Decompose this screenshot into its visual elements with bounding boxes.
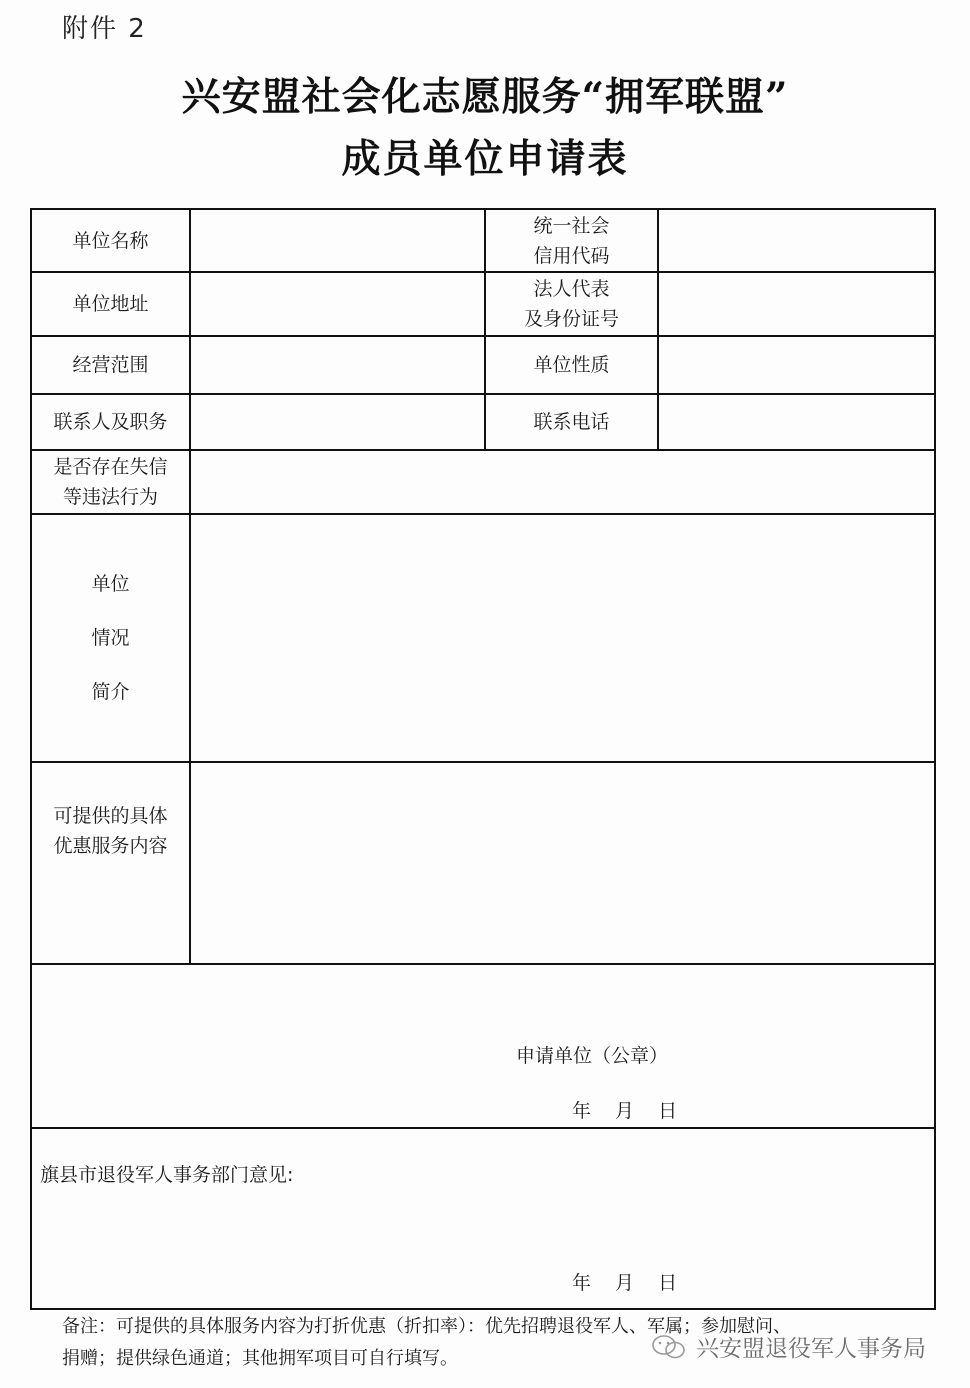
footnote-line-1: 备注：可提供的具体服务内容为打折优惠（折扣率）：优先招聘退役军人、军属；参加慰问、 bbox=[62, 1316, 791, 1337]
department-opinion-label: 旗县市退役军人事务部门意见: bbox=[40, 1164, 294, 1186]
legal-rep-id-field[interactable] bbox=[659, 273, 934, 335]
label-services bbox=[32, 800, 189, 862]
watermark bbox=[650, 1330, 926, 1363]
footnote-line-2: 捐赠；提供绿色通道；其他拥军项目可自行填写。 bbox=[62, 1348, 458, 1369]
label-business-scope: 经营范围 bbox=[72, 354, 149, 376]
label-line: 优惠服务内容 bbox=[53, 835, 168, 857]
label-line: 是否存在失信 bbox=[53, 456, 168, 478]
unit-intro-field[interactable] bbox=[191, 515, 934, 761]
label-credit-code bbox=[486, 210, 657, 271]
unit-address-field[interactable] bbox=[191, 273, 484, 335]
violation-field[interactable] bbox=[191, 451, 934, 513]
label-line: 情况 bbox=[91, 627, 130, 649]
watermark-text: 兴安盟退役军人事务局 bbox=[696, 1336, 926, 1362]
label-unit-name: 单位名称 bbox=[72, 229, 149, 252]
label-legal-rep-id bbox=[486, 273, 657, 335]
label-unit-intro bbox=[32, 515, 189, 761]
document-title: 兴安盟社会化志愿服务“拥军联盟” bbox=[181, 74, 789, 120]
services-field[interactable] bbox=[191, 763, 934, 963]
unit-nature-field[interactable] bbox=[659, 337, 934, 393]
label-contact-phone: 联系电话 bbox=[533, 411, 610, 433]
label-line: 可提供的具体 bbox=[53, 805, 168, 827]
contact-phone-field[interactable] bbox=[659, 395, 934, 449]
attachment-label: 附件 2 bbox=[62, 14, 147, 44]
label-line: 简介 bbox=[91, 681, 130, 703]
wechat-icon bbox=[650, 1333, 688, 1361]
label-line: 法人代表 bbox=[533, 278, 610, 300]
label-line: 单位 bbox=[91, 573, 130, 595]
label-unit-nature: 单位性质 bbox=[533, 354, 610, 376]
label-line: 等违法行为 bbox=[62, 486, 158, 508]
applicant-seal-label: 申请单位（公章） bbox=[516, 1045, 669, 1067]
label-unit-address: 单位地址 bbox=[72, 293, 149, 315]
department-date-label: 年 月 日 bbox=[572, 1272, 678, 1294]
label-line: 及身份证号 bbox=[523, 308, 619, 330]
label-line: 信用代码 bbox=[533, 244, 610, 267]
credit-code-field[interactable] bbox=[659, 210, 934, 271]
label-violation bbox=[32, 451, 189, 513]
label-contact-position: 联系人及职务 bbox=[53, 411, 168, 433]
applicant-seal-area[interactable] bbox=[32, 965, 934, 1127]
unit-name-field[interactable] bbox=[191, 210, 484, 271]
applicant-date-label: 年 月 日 bbox=[572, 1100, 678, 1122]
department-opinion-field[interactable] bbox=[32, 1129, 934, 1308]
label-line: 统一社会 bbox=[533, 214, 610, 237]
contact-position-field[interactable] bbox=[191, 395, 484, 449]
business-scope-field[interactable] bbox=[191, 337, 484, 393]
document-subtitle: 成员单位申请表 bbox=[341, 136, 629, 182]
